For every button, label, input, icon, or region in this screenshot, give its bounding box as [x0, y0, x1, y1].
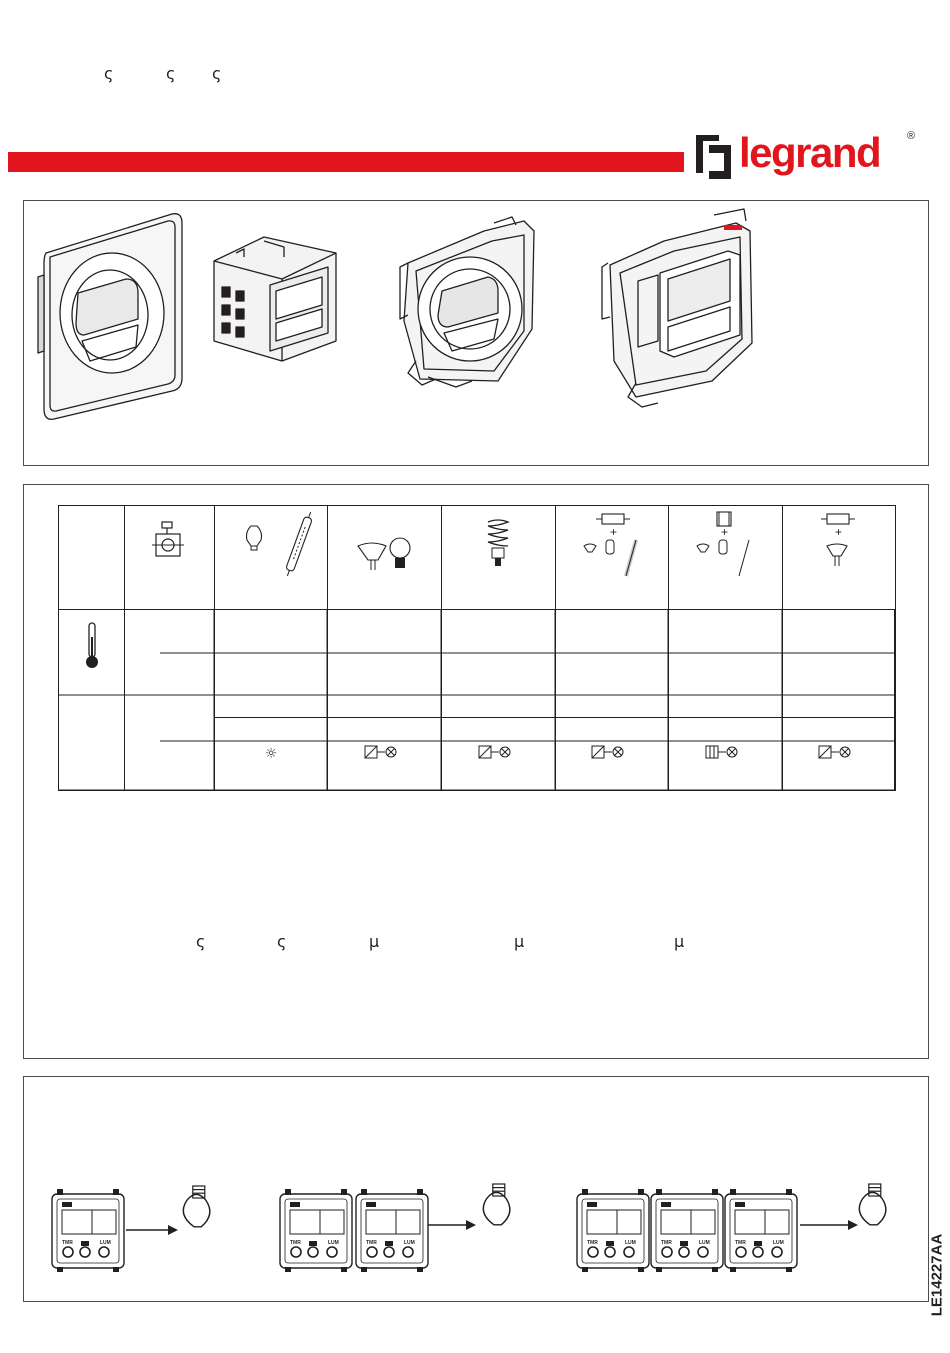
spec-glyph-2: ς	[277, 932, 287, 951]
terminal-label-tmr: TMR	[587, 1240, 598, 1246]
wiring-group-1	[52, 1186, 210, 1272]
terminal-label-lum: LUM	[773, 1240, 784, 1246]
header-glyph-1: ς	[104, 64, 114, 83]
incandescent-halogen-icon	[215, 506, 327, 582]
driver-plus-label: +	[835, 525, 843, 539]
lamp-icon	[483, 1184, 510, 1225]
terminal-label-tmr: TMR	[735, 1240, 746, 1246]
registered-mark: ®	[907, 130, 916, 142]
terminal-label-tmr: TMR	[661, 1240, 672, 1246]
detector-module-icon	[577, 1189, 649, 1272]
round-detector-with-plate-icon	[38, 214, 182, 420]
detector-module-icon	[356, 1189, 428, 1272]
document-reference	[928, 1233, 946, 1317]
wiring-group-3	[577, 1184, 886, 1272]
round-detector-on-frame-icon	[400, 217, 534, 387]
square-detector-module-icon	[214, 237, 336, 361]
detector-module-icon	[280, 1189, 352, 1272]
driver-plus-label: +	[610, 525, 618, 539]
spec-glyph-4: μ	[514, 932, 525, 951]
detector-module-icon	[651, 1189, 723, 1272]
wiring-group-2	[280, 1184, 510, 1272]
spec-glyph-1: ς	[196, 932, 206, 951]
led-bulbs-icon	[328, 506, 441, 582]
header-glyph-3: ς	[212, 64, 222, 83]
detector-module-icon	[52, 1189, 124, 1272]
lamp-icon	[183, 1186, 210, 1227]
terminal-label-lum: LUM	[699, 1240, 710, 1246]
terminal-label-lum: LUM	[100, 1240, 111, 1246]
terminal-label-tmr: TMR	[62, 1240, 73, 1246]
terminal-label-tmr: TMR	[366, 1240, 377, 1246]
elv-halogen-ferromagnetic-transformer-icon	[669, 506, 782, 582]
terminal-label-lum: LUM	[328, 1240, 339, 1246]
screw-terminal-icon	[150, 520, 190, 560]
spec-glyph-5: μ	[674, 932, 685, 951]
product-illustrations-section	[23, 200, 929, 466]
header-glyph-2: ς	[166, 64, 176, 83]
spec-glyph-3: μ	[369, 932, 380, 951]
sun-icon: ☼	[264, 746, 278, 763]
driver-plus-label: +	[721, 525, 729, 539]
wiring-diagrams	[40, 1182, 940, 1272]
lamp-icon	[859, 1184, 886, 1225]
terminal-label-lum: LUM	[404, 1240, 415, 1246]
brand-red-band	[8, 152, 684, 172]
product-illustrations	[24, 201, 928, 465]
led-with-driver-icon	[783, 506, 895, 582]
square-detector-on-frame-icon	[602, 209, 752, 407]
brand-logo	[693, 128, 918, 188]
terminal-label-tmr: TMR	[290, 1240, 301, 1246]
brand-logo-mark-icon	[693, 131, 735, 181]
detector-module-icon	[725, 1189, 797, 1272]
document-reference-label: LE14227AA	[928, 1233, 946, 1317]
brand-wordmark: legrand	[739, 129, 881, 176]
cfl-icon	[442, 506, 555, 582]
terminal-label-lum: LUM	[625, 1240, 636, 1246]
load-table-body	[58, 609, 896, 791]
elv-halogen-electronic-transformer-icon	[556, 506, 668, 582]
